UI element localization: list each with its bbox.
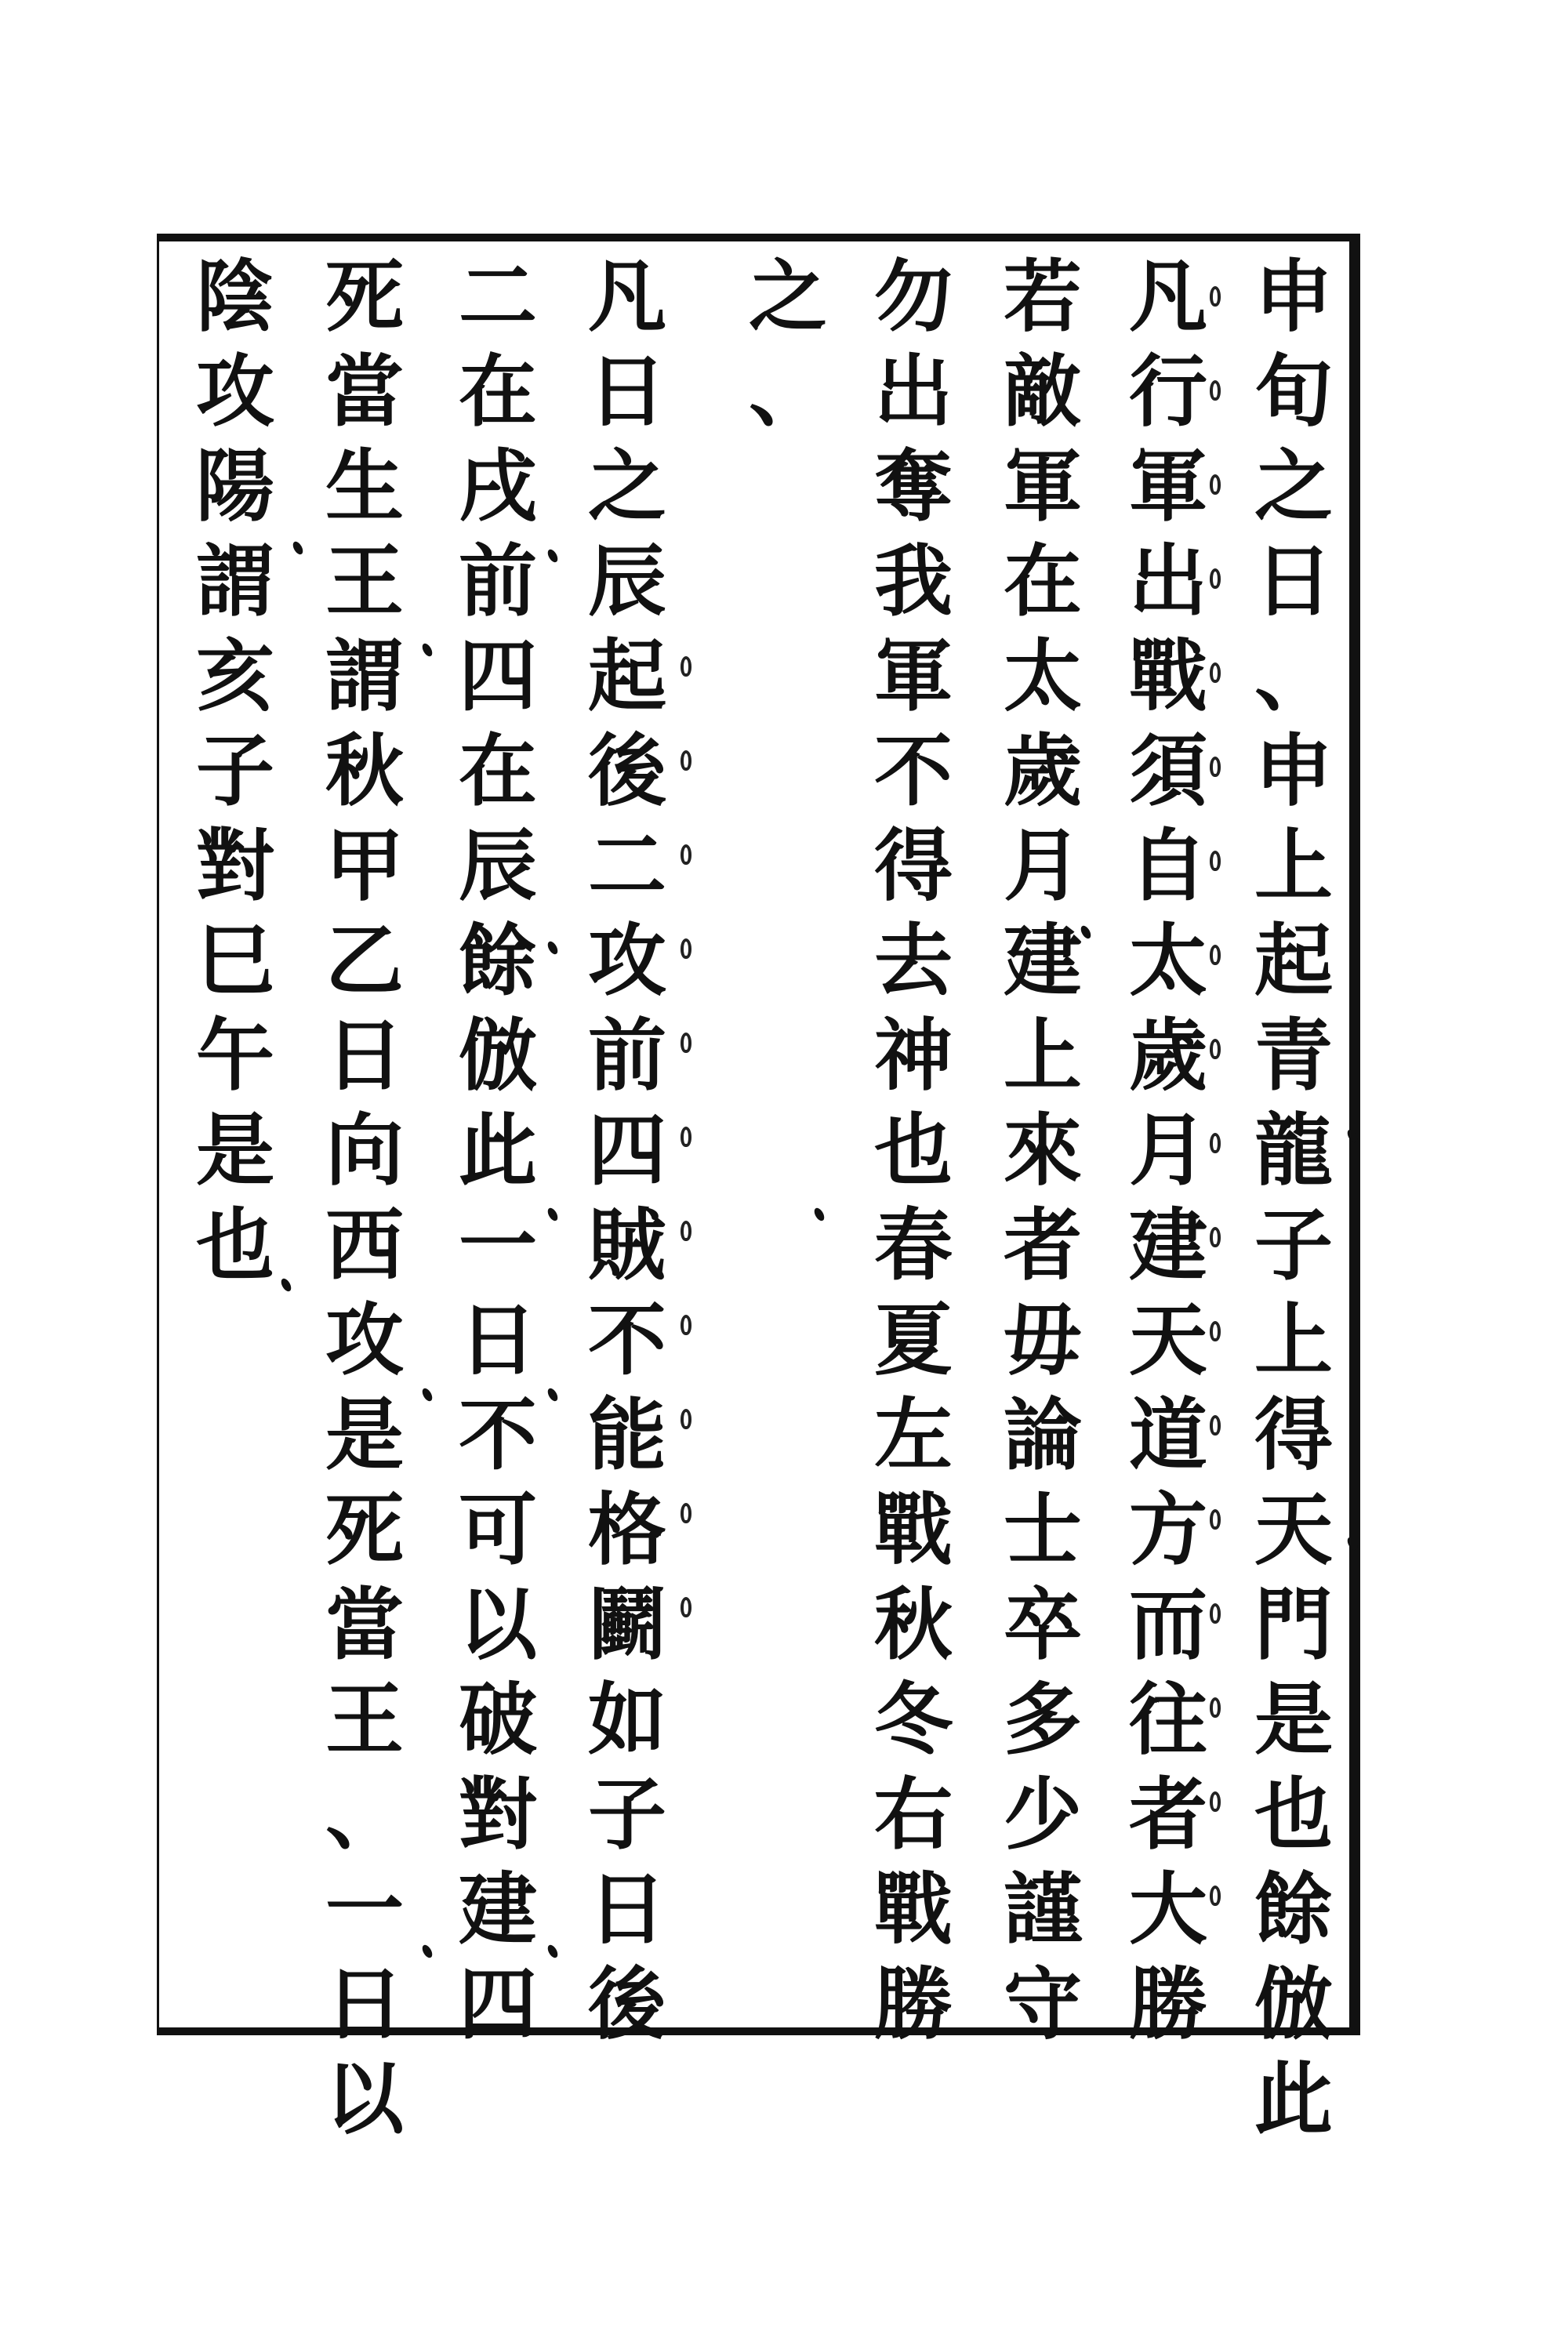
character: 前 [459,535,537,627]
character: 也 [196,1199,274,1291]
character: 子 [588,1768,666,1860]
annotation-circle-icon [681,1409,691,1429]
character: 而 [1129,1578,1207,1671]
character: 勿 [874,250,953,343]
character: 出 [874,345,953,437]
character: 申 [1254,250,1333,343]
character: 戰 [1129,630,1207,722]
annotation-circle-icon [681,1127,691,1147]
annotation-circle-icon [681,656,691,677]
annotation-circle-icon [681,844,691,865]
character: 攻 [196,345,274,437]
character: 夏 [874,1294,953,1386]
character: 此 [459,1104,537,1196]
character: 攻 [325,1294,404,1386]
character: 戰 [874,1483,953,1576]
character: 在 [1004,535,1082,627]
character: 鬬 [588,1578,666,1671]
character: 不 [874,724,953,817]
annotation-circle-icon [1210,1133,1221,1153]
character: 賊 [588,1199,666,1291]
text-column-6 [572,249,682,2052]
character: 方 [1129,1483,1207,1576]
character: 在 [459,724,537,817]
character: 王 [325,535,404,627]
character: 建 [1129,1199,1207,1291]
character: 右 [874,1768,953,1860]
character: 辰 [588,535,666,627]
character: 龍 [1254,1104,1333,1196]
character: 日 [588,345,666,437]
character: 對 [196,819,274,912]
character: 天 [1254,1483,1333,1576]
character: 陰 [196,250,274,343]
character: 者 [1129,1768,1207,1860]
character: 日 [1254,535,1333,627]
character: 可 [459,1483,537,1576]
character: 建 [1004,914,1082,1007]
annotation-circle-icon [1210,1227,1221,1247]
character: 戌 [459,440,537,532]
character: 是 [325,1388,404,1481]
character: 陽 [196,440,274,532]
character: 論 [1004,1388,1082,1481]
annotation-circle-icon [681,1503,691,1523]
character: 申 [1254,724,1333,817]
character: 軍 [874,630,953,722]
character: 不 [459,1388,537,1481]
text-column-9 [180,249,290,1293]
character: 守 [1004,1958,1082,2050]
text-column-1 [1239,249,1348,2147]
annotation-circle-icon [1210,851,1221,871]
character: 四 [459,1958,537,2050]
text-column-3 [988,249,1098,2052]
annotation-circle-icon [1210,474,1221,495]
character: 攻 [588,914,666,1007]
character: 子 [1254,1199,1333,1291]
character: 凡 [588,250,666,343]
character: 一 [459,1199,537,1291]
character: 謂 [325,630,404,722]
character: 太 [1129,914,1207,1007]
character: 死 [325,1483,404,1576]
character: 起 [1254,914,1333,1007]
character: 二 [459,250,537,343]
character: 四 [459,630,537,722]
character: 生 [325,440,404,532]
character: 太 [1004,630,1082,722]
text-column-8 [310,249,419,2147]
annotation-circle-icon [1210,1603,1221,1624]
character: 一 [325,1863,404,1955]
character: 若 [1004,250,1082,343]
character: 前 [588,1009,666,1102]
character: 春 [874,1199,953,1291]
character: 建 [459,1863,537,1955]
annotation-circle-icon [1210,1415,1221,1436]
character: 之 [1254,440,1333,532]
character: 少 [1004,1768,1082,1860]
annotation-circle-icon [1210,662,1221,683]
character: 辰 [459,819,537,912]
character: 奪 [874,440,953,532]
character: 者 [1004,1199,1082,1291]
character: 當 [325,1578,404,1671]
character: 戰 [874,1863,953,1955]
character: 日 [459,1294,537,1386]
character: 破 [459,1673,537,1766]
character: 我 [874,535,953,627]
character: 亥 [196,630,274,722]
annotation-circle-icon [681,750,691,771]
character: 自 [1129,819,1207,912]
character: 此 [1254,2053,1333,2145]
text-column-7 [443,249,553,2052]
character: 月 [1004,819,1082,912]
character: 西 [325,1199,404,1291]
annotation-circle-icon [1210,1321,1221,1341]
annotation-circle-icon [681,1221,691,1241]
character: 甲 [325,819,404,912]
character: 在 [459,345,537,437]
character: 來 [1004,1104,1082,1196]
character: 旬 [1254,345,1333,437]
character: 歲 [1004,724,1082,817]
character: 後 [588,724,666,817]
annotation-circle-icon [1210,1791,1221,1812]
character: 道 [1129,1388,1207,1481]
annotation-circle-icon [681,1315,691,1335]
character: 軍 [1129,440,1207,532]
annotation-circle-icon [1210,568,1221,589]
character: 上 [1254,1294,1333,1386]
character: 之 [749,250,827,343]
character: 四 [588,1104,666,1196]
character: 青 [1254,1009,1333,1102]
character: 如 [588,1673,666,1766]
character: 王 [325,1673,404,1766]
character: 日 [325,1958,404,2050]
character: 以 [459,1578,537,1671]
annotation-circle-icon [1210,380,1221,401]
character: 是 [1254,1673,1333,1766]
character: 歲 [1129,1009,1207,1102]
character: 多 [1004,1673,1082,1766]
annotation-circle-icon [1210,945,1221,965]
character: 出 [1129,535,1207,627]
character: 月 [1129,1104,1207,1196]
annotation-circle-icon [681,1033,691,1053]
character: 也 [874,1104,953,1196]
character: 後 [588,1958,666,2050]
character: 格 [588,1483,666,1576]
character: 上 [1254,819,1333,912]
character: 須 [1129,724,1207,817]
character: 士 [1004,1483,1082,1576]
annotation-circle-icon [1210,286,1221,307]
character: 秋 [325,724,404,817]
character: 二 [588,819,666,912]
character: 之 [588,440,666,532]
character: 乙 [325,914,404,1007]
character: 門 [1254,1578,1333,1671]
annotation-circle-icon [681,938,691,959]
annotation-circle-icon [1210,1509,1221,1530]
character: 倣 [1254,1958,1333,2050]
annotation-circle-icon [1210,1886,1221,1906]
character: 巳 [196,914,274,1007]
character: 日 [325,1009,404,1102]
annotation-circle-icon [1210,1039,1221,1059]
character: 得 [874,819,953,912]
character: 也 [1254,1768,1333,1860]
character: 卒 [1004,1578,1082,1671]
annotation-circles-column-6 [674,619,698,1654]
character: 秋 [874,1578,953,1671]
character: 謂 [196,535,274,627]
character: 勝 [874,1958,953,2050]
character: 當 [325,345,404,437]
annotation-circle-icon [1210,1697,1221,1718]
character: 餘 [1254,1863,1333,1955]
character: 不 [588,1294,666,1386]
character: 起 [588,630,666,722]
character: 、 [325,1768,404,1860]
character: 行 [1129,345,1207,437]
annotation-circle-icon [681,1597,691,1617]
character: 得 [1254,1388,1333,1481]
character: 、 [749,345,827,437]
character: 軍 [1004,440,1082,532]
character: 冬 [874,1673,953,1766]
character: 午 [196,1009,274,1102]
character: 往 [1129,1673,1207,1766]
character: 謹 [1004,1863,1082,1955]
character: 去 [874,914,953,1007]
character: 是 [196,1104,274,1196]
text-column-4 [858,249,968,2052]
character: 死 [325,250,404,343]
character: 子 [196,724,274,817]
character: 倣 [459,1009,537,1102]
annotation-circles-column-2 [1203,249,1227,1943]
character: 能 [588,1388,666,1481]
character: 以 [325,2053,404,2145]
character: 神 [874,1009,953,1102]
character: 毋 [1004,1294,1082,1386]
annotation-circle-icon [1210,757,1221,777]
character: 天 [1129,1294,1207,1386]
character: 餘 [459,914,537,1007]
character: 大 [1129,1863,1207,1955]
character: 敵 [1004,345,1082,437]
character: 勝 [1129,1958,1207,2050]
character: 凡 [1129,250,1207,343]
character: 日 [588,1863,666,1955]
character: 向 [325,1104,404,1196]
character: 、 [1254,630,1333,722]
character: 上 [1004,1009,1082,1102]
character: 左 [874,1388,953,1481]
text-column-5 [733,249,843,439]
character: 對 [459,1768,537,1860]
